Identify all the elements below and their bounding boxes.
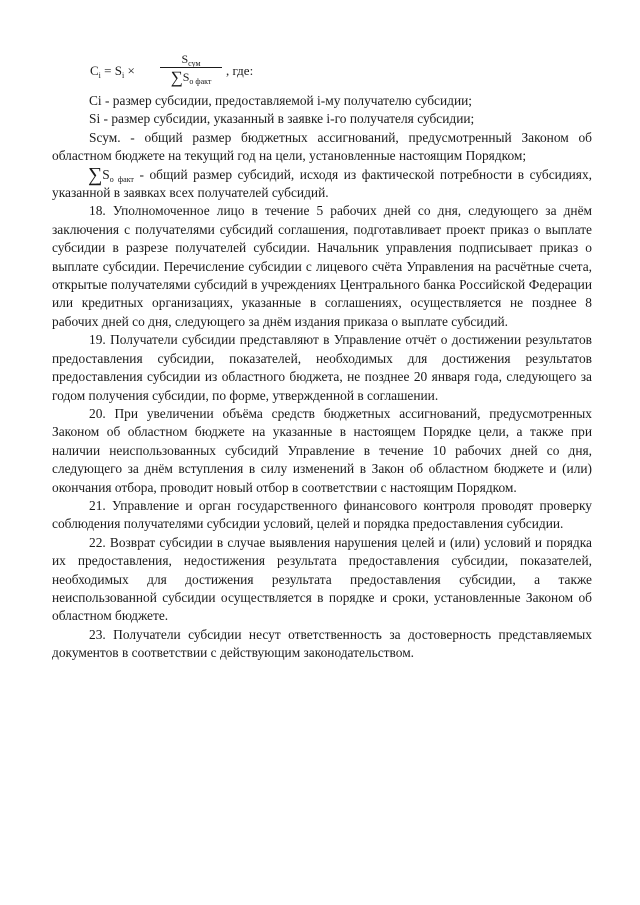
paragraph-21: 21. Управление и орган государственного финансового контроля проводят проверку соблюдения получателями субсидии условий, целей и порядка предоставления субсидии.	[52, 497, 592, 532]
paragraph-18: 18. Уполномоченное лицо в течение 5 рабочих дней со дня, следующего за днём заключения с получателями субсидий соглашения, подготавливает проект приказ о выплате субсидии в разрезе получателей субсидии. Начальник управления подписывает приказ о выплате субсидии. Перечисление субсидии с лицевого счёта Управления на расчётные счета, открытые получателями субсидий в учреждениях Центрального банка Российской Федерации или кредитных организациях, указанные в соглашениях, осуществляется не позднее 8 рабочих дней со дня, следующего за днём издания приказа о выплате субсидий.	[52, 203, 592, 329]
document-body	[52, 52, 592, 663]
formula-numerator: $S_{сум}$	[181, 52, 201, 68]
definition-ci: Ci - размер субсидии, предоставляемой i-му получателю субсидии;	[89, 93, 473, 108]
definition-ssum: Sсум. - общий размер бюджетных ассигнований, предусмотренный Законом об областном бюджете на текущий год на цели, установленные настоящим Порядком;	[52, 129, 592, 164]
definition-sum-fact: $\sum S_{о факт}$ - общий размер субсидий, исходя из фактической потребности в субсидиях, указанной в заявках всех получателей субсидий.	[52, 163, 593, 201]
paragraph-23: 23. Получатели субсидии несут ответственность за достоверность представляемых документов в соответствии с действующим законодательством.	[52, 626, 592, 661]
paragraph-22: 22. Возврат субсидии в случае выявления нарушения целей и (или) условий и порядка их предоставления, недостижения результата предоставления субсидии, показателей, необходимых для достижения результата предоставления субсидии, а также неиспользованной субсидии осуществляется в порядке и сроки, установленные Законом об областном бюджете.	[52, 534, 592, 624]
paragraph-19: 19. Получатели субсидии представляют в Управление отчёт о достижении результатов предоставления субсидии, показателей, необходимых для достижения результатов предоставления субсидии из областного бюджета, не позднее 20 января года, следующего за годом получения субсидии, по форме, утвержденной в соглашении.	[52, 332, 592, 403]
formula-fraction	[160, 52, 222, 86]
subsidy-formula	[90, 52, 592, 92]
paragraph-20: 20. При увеличении объёма средств бюджетных ассигнований, предусмотренных Законом об областном бюджете на указанные в настоящем Порядке цели, а также при наличии неиспользованных субсидий Управление в течение 10 рабочих дней со дня, следующего за днём вступления в силу изменений в Закон об областном бюджете и (или) окончания отбора, проводит новый отбор в соответствии с настоящим Порядком.	[52, 405, 592, 495]
formula-where: , где:	[226, 63, 254, 78]
formula-denominator: $\sum S_{о факт}$	[170, 68, 212, 87]
formula-lhs: $C_i = S_i$ ×	[90, 63, 135, 80]
definition-si: Si - размер субсидии, указанный в заявке i-го получателя субсидии;	[89, 111, 475, 127]
